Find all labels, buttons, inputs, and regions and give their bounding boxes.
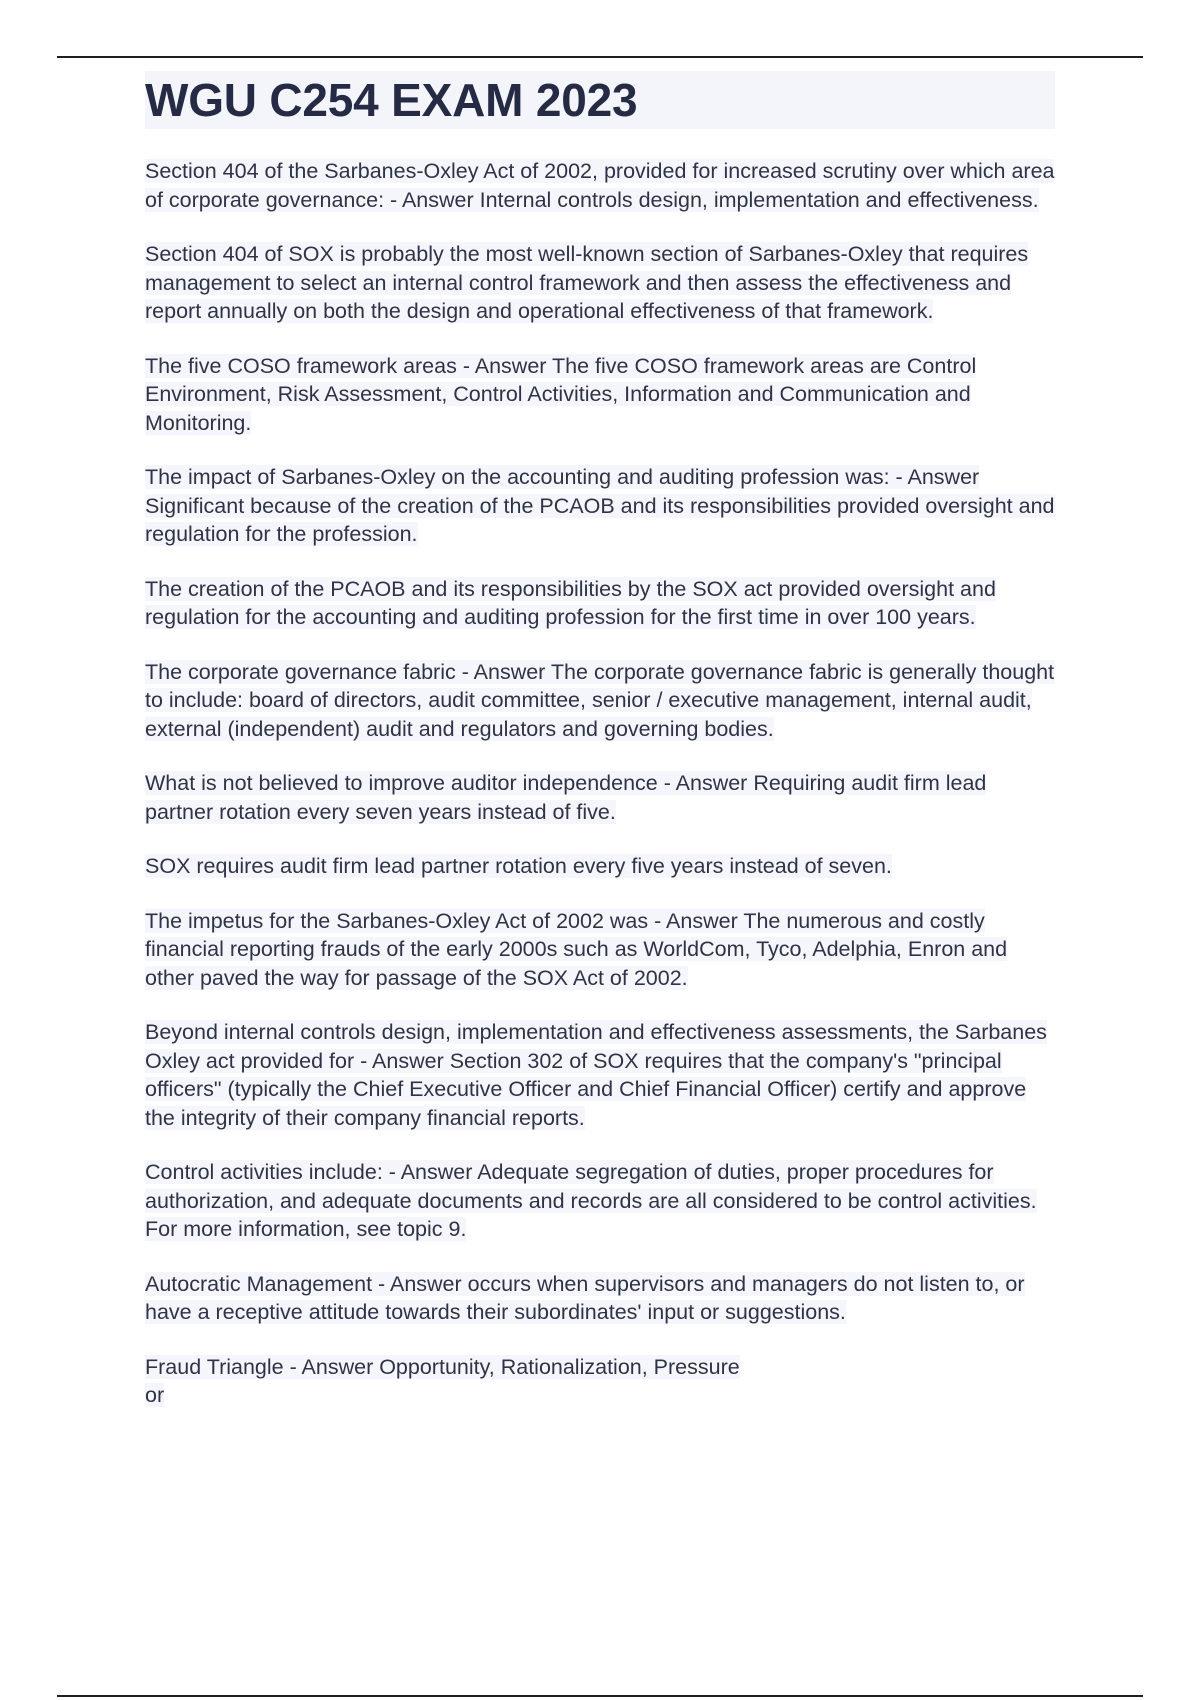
paragraph [145,352,1055,438]
trailing-text: or [145,1383,165,1407]
paragraph [145,463,1055,549]
paragraph-text: The impetus for the Sarbanes-Oxley Act of 2002 was - Answer The numerous and costly financial reporting frauds of the early 2000s such as WorldCom, Tyco, Adelphia, Enron and other paved the way for passage of the SOX Act of 2002. [145,908,1008,990]
document-body [145,71,1055,1410]
paragraph-text: Section 404 of the Sarbanes-Oxley Act of 2002, provided for increased scrutiny over which area of corporate governance: - Answer Internal controls design, implementation and effectiveness. [145,159,1055,212]
paragraph-text: The impact of Sarbanes-Oxley on the accounting and auditing profession was: - Answer Significant because of the creation of the PCAOB and its responsibilities provided oversight and regulation for the profession. [145,465,1055,546]
paragraph-text: The corporate governance fabric - Answer The corporate governance fabric is generally thought to include: board of directors, audit committee, senior / executive management, internal audit, external (independent) audit and regulators and governing bodies. [145,659,1055,741]
paragraph-text: Beyond internal controls design, implementation and effectiveness assessments, the Sarbanes Oxley act provided for - Answer Section 302 of SOX requires that the company's "principal officers" (typically the Chief Executive Officer and Chief Financial Officer) certify and approve the integrity of their company financial reports. [145,1020,1047,1130]
paragraph-text: Section 404 of SOX is probably the most well-known section of Sarbanes-Oxley that requires management to select an internal control framework and then assess the effectiveness and report annually on both the design and operational effectiveness of that framework. [145,242,1029,323]
page-title: WGU C254 EXAM 2023 [145,71,1055,129]
paragraph-text: SOX requires audit firm lead partner rotation every five years instead of seven. [145,854,892,878]
bottom-divider [57,1695,1143,1697]
paragraph [145,852,1055,881]
paragraph [145,1158,1055,1244]
paragraph [145,769,1055,826]
paragraph [145,240,1055,326]
paragraph [145,575,1055,632]
paragraph [145,157,1055,214]
paragraph-text: Fraud Triangle - Answer Opportunity, Rationalization, Pressure [145,1354,740,1379]
top-divider [57,56,1143,58]
paragraph-text: The five COSO framework areas - Answer The five COSO framework areas are Control Environment, Risk Assessment, Control Activities, Information and Communication and Monitoring. [145,353,977,435]
paragraph [145,907,1055,993]
paragraph-text: What is not believed to improve auditor independence - Answer Requiring audit firm lead partner rotation every seven years instead of five. [145,771,987,824]
paragraph-text: Autocratic Management - Answer occurs when supervisors and managers do not listen to, or have a receptive attitude towards their subordinates' input or suggestions. [145,1271,1025,1324]
paragraph [145,1353,1055,1410]
paragraph-text: The creation of the PCAOB and its responsibilities by the SOX act provided oversight and regulation for the accounting and auditing profession for the first time in over 100 years. [145,576,996,629]
paragraph [145,1270,1055,1327]
paragraph [145,658,1055,744]
paragraph [145,1018,1055,1132]
paragraph-text: Control activities include: - Answer Adequate segregation of duties, proper procedures for authorization, and adequate documents and records are all considered to be control activities. For more information, see topic 9. [145,1160,1037,1241]
